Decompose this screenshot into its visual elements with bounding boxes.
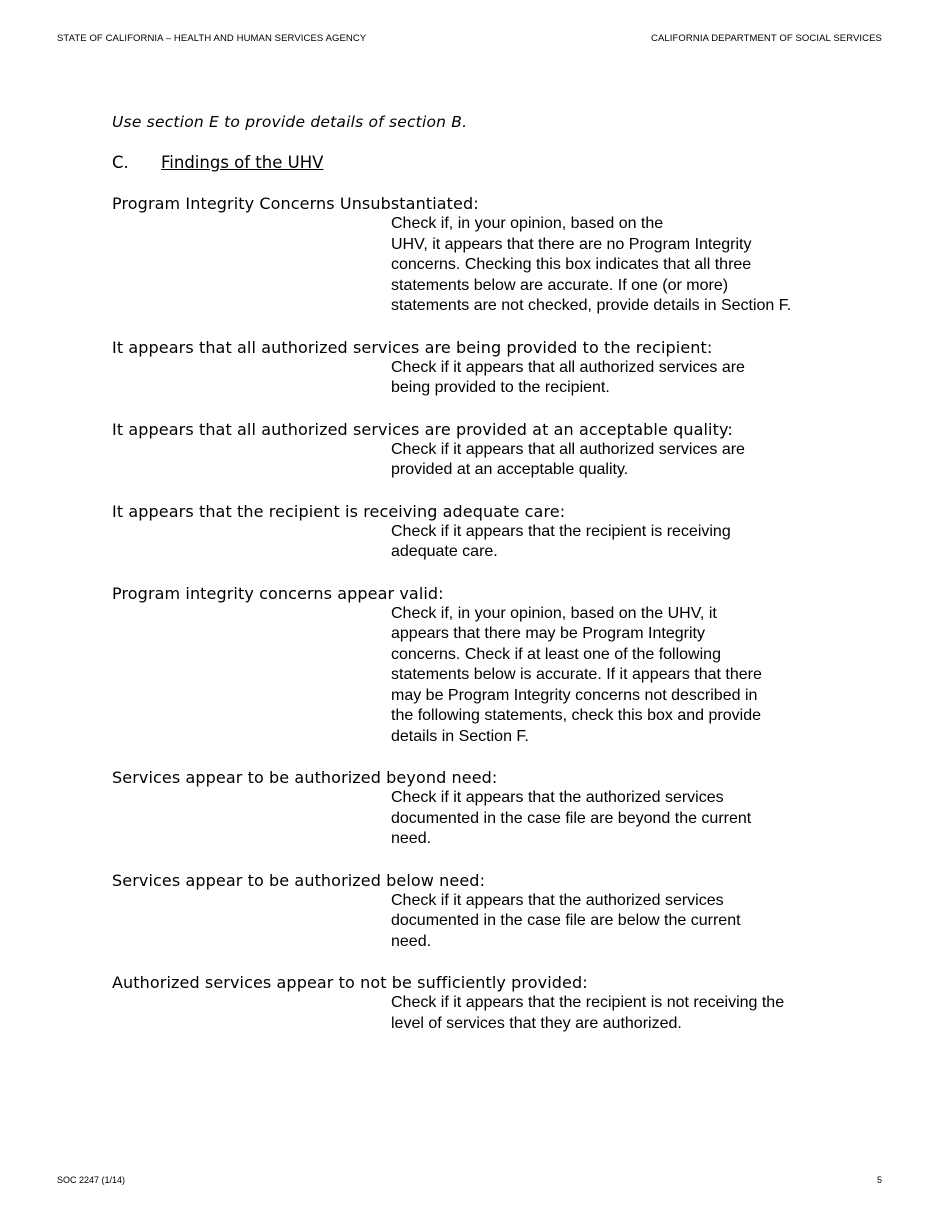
- description-line: Check if it appears that all authorized services are: [391, 440, 745, 458]
- finding-label: Authorized services appear to not be sufficiently provided:: [112, 973, 588, 992]
- page-number: 5: [876, 1175, 882, 1185]
- description-line: need.: [391, 830, 432, 847]
- description-line: statements are not checked, provide details in Section F.: [391, 297, 792, 314]
- finding-description: [391, 214, 851, 317]
- finding-item: [112, 584, 852, 748]
- finding-description: [391, 440, 851, 481]
- description-line: statements below are accurate. If one (or more): [391, 276, 729, 294]
- finding-label: Program Integrity Concerns Unsubstantiated:: [112, 194, 479, 213]
- finding-description: [391, 788, 851, 850]
- description-line: statements below is accurate. If it appears that there: [391, 666, 762, 683]
- header-agency: STATE OF CALIFORNIA – HEALTH AND HUMAN SERVICES AGENCY: [57, 33, 367, 44]
- section-heading: [112, 153, 852, 173]
- finding-description: [391, 993, 851, 1034]
- description-line: level of services that they are authorized.: [391, 1014, 682, 1032]
- form-body: [112, 112, 852, 1034]
- header-department: CALIFORNIA DEPARTMENT OF SOCIAL SERVICES: [651, 33, 882, 44]
- finding-label: It appears that all authorized services are provided at an acceptable quality:: [112, 419, 733, 439]
- description-line: Check if it appears that all authorized services are: [391, 358, 745, 376]
- finding-item: [112, 871, 852, 953]
- section-note: Use section E to provide details of section B.: [112, 113, 468, 131]
- finding-label: It appears that all authorized services are being provided to the recipient:: [112, 337, 713, 357]
- finding-label: Program integrity concerns appear valid:: [112, 583, 444, 603]
- description-line: being provided to the recipient.: [391, 379, 610, 396]
- description-line: may be Program Integrity concerns not described in: [391, 686, 758, 704]
- description-line: need.: [391, 932, 432, 950]
- description-line: Check if it appears that the authorized services: [391, 891, 724, 909]
- description-line: Check if it appears that the authorized services: [391, 789, 724, 806]
- finding-item: [112, 420, 852, 481]
- description-line: the following statements, check this box and provide: [391, 707, 761, 724]
- finding-label: It appears that the recipient is receiving adequate care:: [112, 501, 566, 521]
- finding-description: [391, 891, 851, 953]
- finding-description: [391, 358, 851, 399]
- description-line: provided at an acceptable quality.: [391, 461, 629, 478]
- finding-description: [391, 604, 851, 748]
- description-line: details in Section F.: [391, 727, 529, 745]
- finding-item: [112, 768, 852, 850]
- finding-item: [112, 502, 852, 563]
- description-line: Check if it appears that the recipient is receiving: [391, 522, 731, 540]
- finding-label: Services appear to be authorized beyond need:: [112, 768, 498, 787]
- description-line: UHV, it appears that there are no Program Integrity: [391, 235, 752, 253]
- finding-item: [112, 194, 852, 317]
- finding-label: Services appear to be authorized below need:: [112, 870, 486, 890]
- form-number: SOC 2247 (1/14): [57, 1175, 126, 1185]
- description-line: adequate care.: [391, 543, 498, 560]
- description-line: documented in the case file are below the current: [391, 912, 741, 929]
- section-number: C.: [112, 153, 129, 172]
- finding-item: [112, 338, 852, 399]
- findings-list: [112, 194, 852, 1034]
- description-line: Check if, in your opinion, based on the UHV, it: [391, 604, 717, 622]
- description-line: concerns. Check if at least one of the following: [391, 645, 721, 663]
- description-line: appears that there may be Program Integrity: [391, 625, 705, 642]
- section-title: Findings of the UHV: [161, 153, 324, 172]
- description-line: documented in the case file are beyond the current: [391, 809, 752, 827]
- finding-description: [391, 522, 851, 563]
- finding-item: [112, 973, 852, 1034]
- description-line: concerns. Checking this box indicates that all three: [391, 256, 752, 273]
- description-line: Check if it appears that the recipient is not receiving the: [391, 994, 785, 1011]
- description-line: Check if, in your opinion, based on the: [391, 215, 664, 232]
